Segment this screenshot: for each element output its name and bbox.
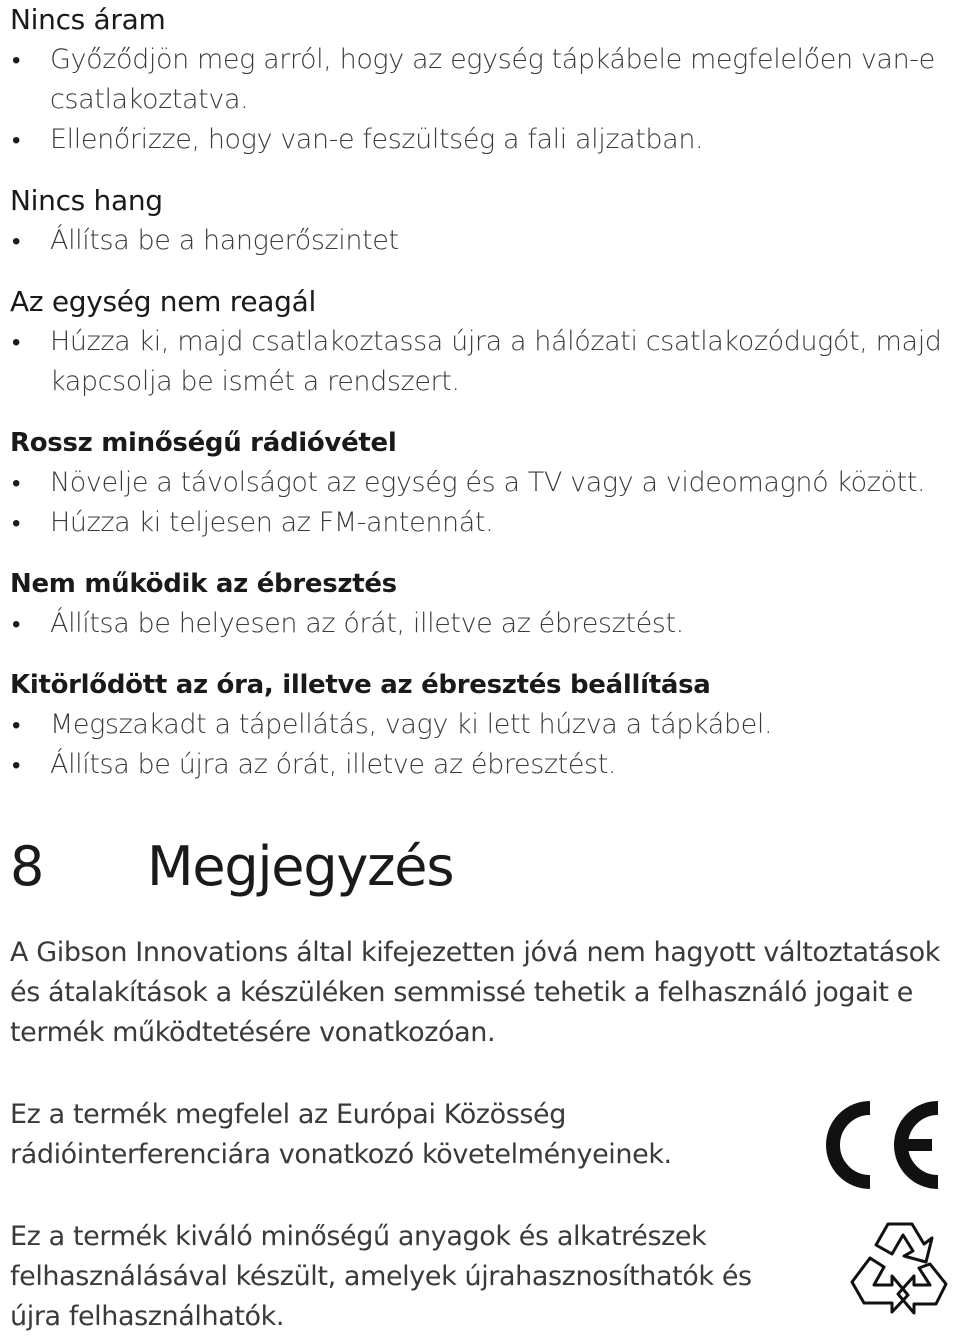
list-item-text: Állítsa be a hangerőszintet (50, 225, 399, 256)
bullet-icon: • (12, 610, 21, 638)
section-no-response (10, 282, 950, 402)
bullet-icon: • (12, 227, 21, 255)
spacer (10, 402, 950, 423)
bullet-icon: • (12, 751, 21, 779)
list-item-text: Ellenőrizze, hogy van-e feszültség a fali aljzatban. (50, 124, 704, 155)
bullet-icon: • (12, 46, 21, 74)
list-item (10, 40, 950, 120)
section-heading: Nincs áram (10, 3, 166, 36)
list-item (10, 604, 950, 644)
list-item-text: Győződjön meg arról, hogy az egység tápkábele megfelelően van-e csatlakoztatva. (50, 44, 935, 115)
list-item-text: Megszakadt a tápellátás, vagy ki lett húzva a tápkábel. (50, 709, 773, 740)
chapter-heading (10, 832, 610, 902)
spacer (10, 644, 950, 665)
section-heading: Kitörlődött az óra, illetve az ébresztés beállítása (10, 670, 711, 700)
list-item (10, 745, 950, 785)
spacer (10, 543, 950, 564)
recycling-text: Ez a termék kiváló minőségű anyagok és alkatrészek felhasználásával készült, amelyek újrahasznosíthatók és újra felhasználhatók. (10, 1221, 752, 1332)
chapter-title: Megjegyzés (147, 835, 454, 898)
section-heading: Rossz minőségű rádióvétel (10, 428, 397, 458)
list-item (10, 120, 950, 160)
section-poor-radio (10, 423, 950, 543)
section-heading: Nincs hang (10, 184, 163, 217)
bullet-icon: • (12, 328, 21, 356)
section-alarm-not-working (10, 564, 950, 644)
section-heading: Az egység nem reagál (10, 285, 316, 318)
spacer (10, 261, 950, 282)
ce-mark-icon (812, 1096, 944, 1194)
list-item (10, 463, 950, 503)
chapter-number: 8 (10, 835, 45, 898)
bullet-list (10, 322, 950, 402)
troubleshooting-list (10, 0, 950, 785)
bullet-list (10, 221, 950, 261)
list-item-text: Húzza ki, majd csatlakoztassa újra a hálózati csatlakozódugót, majd kapcsolja be ismét a rendszert. (50, 326, 942, 397)
recycle-icon (848, 1218, 952, 1320)
bullet-list (10, 40, 950, 160)
section-no-power (10, 0, 950, 160)
modification-notice: A Gibson Innovations által kifejezetten jóvá nem hagyott változtatások és átalakítások a készüléken semmissé tehetik a felhasználó jogait e termék működtetésére vonatkozóan. (10, 937, 940, 1048)
list-item-text: Húzza ki teljesen az FM-antennát. (50, 507, 494, 538)
section-no-sound (10, 181, 950, 261)
bullet-icon: • (12, 711, 21, 739)
list-item (10, 322, 950, 402)
section-clock-erased (10, 665, 950, 785)
bullet-list (10, 604, 950, 644)
bullet-icon: • (12, 469, 21, 497)
bullet-icon: • (12, 126, 21, 154)
list-item-text: Növelje a távolságot az egység és a TV vagy a videomagnó között. (50, 467, 926, 498)
list-item (10, 705, 950, 745)
list-item (10, 503, 950, 543)
list-item-text: Állítsa be helyesen az órát, illetve az ébresztést. (50, 608, 684, 639)
list-item (10, 221, 950, 261)
bullet-list (10, 705, 950, 785)
bullet-list (10, 463, 950, 543)
ce-compliance-text: Ez a termék megfelel az Európai Közösség rádióinterferenciára vonatkozó követelményeinek. (10, 1099, 672, 1170)
bullet-icon: • (12, 509, 21, 537)
section-heading: Nem működik az ébresztés (10, 569, 397, 599)
spacer (10, 160, 950, 181)
list-item-text: Állítsa be újra az órát, illetve az ébresztést. (50, 749, 617, 780)
